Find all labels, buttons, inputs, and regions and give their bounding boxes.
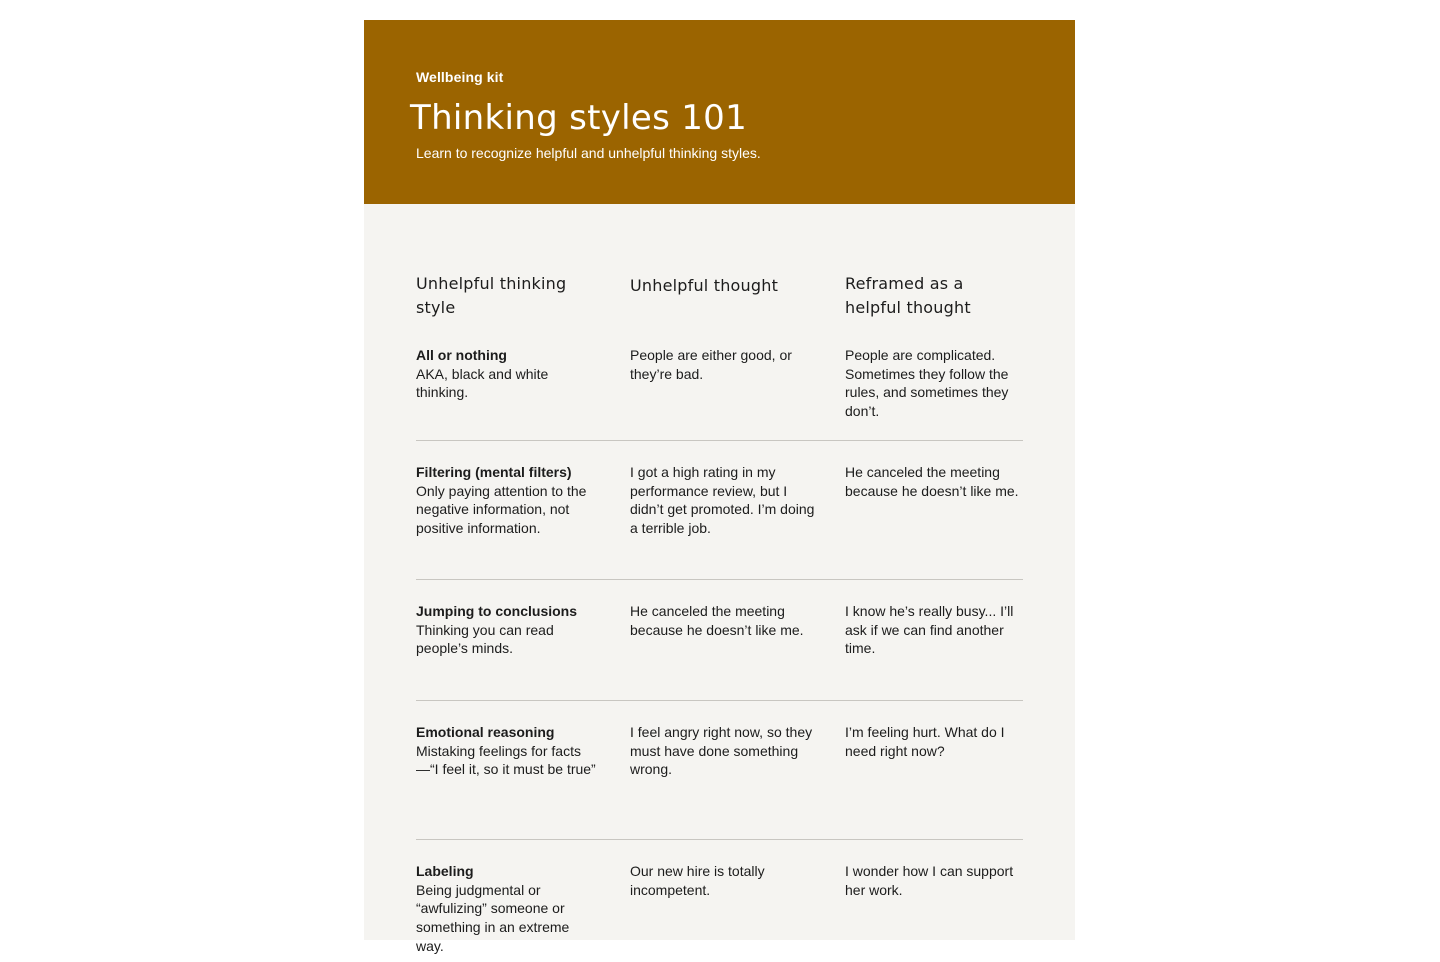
column-header-unhelpful-thought: Unhelpful thought [630, 276, 779, 295]
style-description: Being judgmental or “awfulizing” someone or something in an extreme way. [416, 881, 570, 954]
worksheet-card [364, 20, 1075, 954]
thinking-style-cell [416, 723, 596, 779]
reframed-thought-cell: I’m feeling hurt. What do I need right now? [845, 724, 1005, 759]
thinking-style-cell [416, 463, 596, 538]
table-row [416, 723, 1023, 840]
unhelpful-thought-cell: I feel angry right now, so they must have done something wrong. [630, 724, 813, 778]
reframed-thought-cell: People are complicated. Sometimes they follow the rules, and sometimes they don’t. [845, 347, 1009, 420]
table-row [416, 862, 1023, 962]
column-header-thinking-style: Unhelpful thinking style [416, 274, 567, 317]
style-name: Filtering (mental filters) [416, 464, 572, 480]
style-name: Labeling [416, 863, 474, 879]
style-description: AKA, black and white thinking. [416, 365, 549, 401]
style-description: Only paying attention to the negative information, not positive information. [416, 482, 587, 537]
thinking-styles-table [416, 346, 1023, 962]
column-header-reframed-thought: Reframed as a helpful thought [845, 274, 971, 317]
header-banner [364, 20, 1075, 204]
unhelpful-thought-cell: Our new hire is totally incompetent. [630, 863, 765, 898]
table-row [416, 346, 1023, 441]
kit-label: Wellbeing kit [416, 69, 504, 85]
table-header [416, 272, 1023, 332]
reframed-thought-cell: I wonder how I can support her work. [845, 863, 1014, 898]
style-name: Emotional reasoning [416, 724, 555, 740]
table-row [416, 602, 1023, 701]
unhelpful-thought-cell: He canceled the meeting because he doesn’t like me. [630, 603, 804, 638]
unhelpful-thought-cell: I got a high rating in my performance review, but I didn’t get promoted. I’m doing a terrible job. [630, 464, 815, 537]
thinking-style-cell [416, 346, 596, 402]
unhelpful-thought-cell: People are either good, or they’re bad. [630, 347, 792, 382]
style-description: Thinking you can read people’s minds. [416, 621, 554, 657]
reframed-thought-cell: I know he’s really busy... I’ll ask if we can find another time. [845, 603, 1014, 657]
page-title: Thinking styles 101 [410, 98, 748, 138]
table-row [416, 463, 1023, 580]
style-description: Mistaking feelings for facts—“I feel it, so it must be true” [416, 742, 596, 778]
reframed-thought-cell: He canceled the meeting because he doesn’t like me. [845, 464, 1019, 499]
thinking-style-cell [416, 602, 596, 658]
thinking-style-cell [416, 862, 596, 956]
style-name: All or nothing [416, 347, 507, 363]
page-subtitle: Learn to recognize helpful and unhelpful thinking styles. [416, 145, 761, 161]
style-name: Jumping to conclusions [416, 603, 578, 619]
